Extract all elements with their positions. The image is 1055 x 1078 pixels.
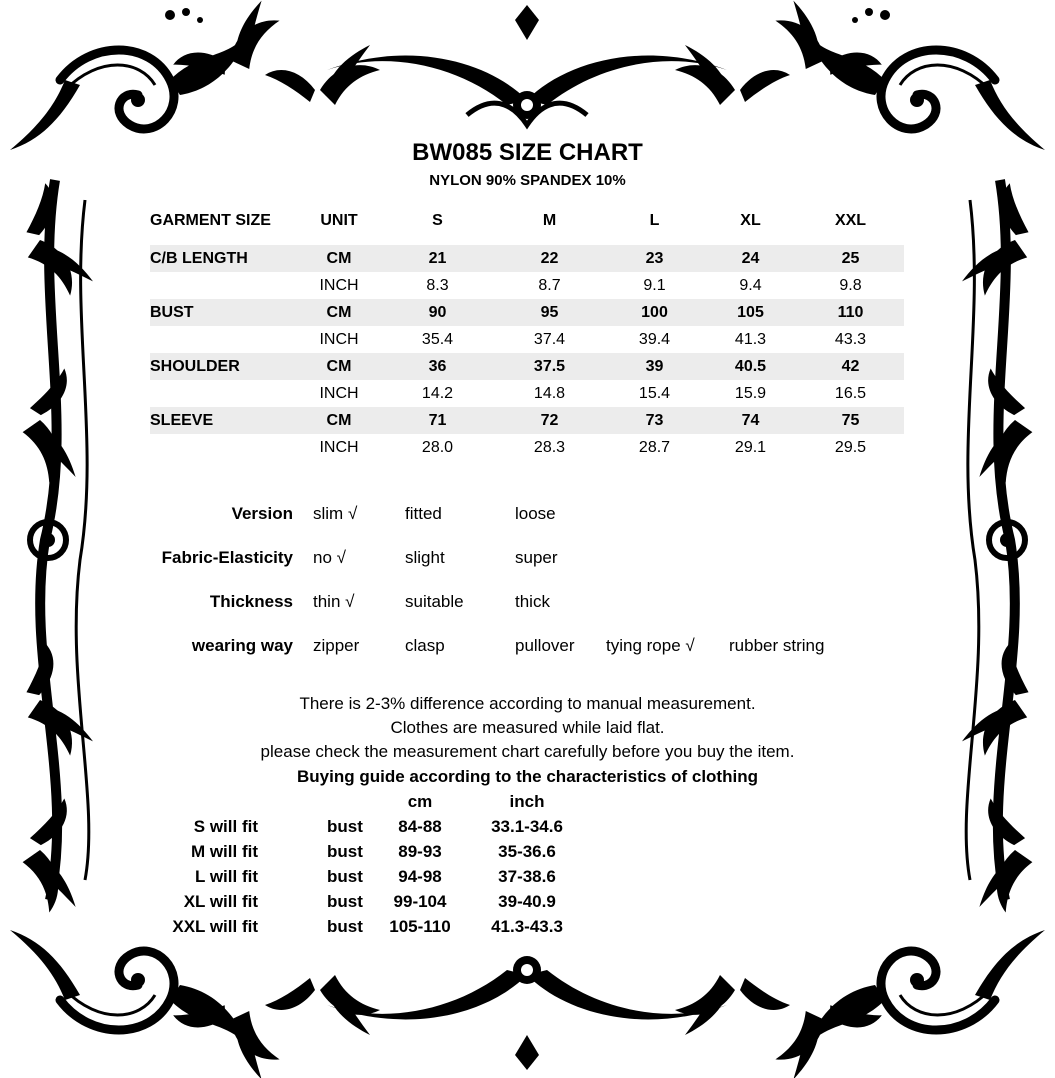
buying-guide-title: Buying guide according to the characteristics of clothing xyxy=(297,767,758,786)
unit-cell: CM xyxy=(326,250,352,267)
value-cell: 25 xyxy=(841,250,860,267)
value-cell: 105 xyxy=(737,304,764,321)
material-composition: NYLON 90% SPANDEX 10% xyxy=(429,172,626,189)
value-cell: 15.4 xyxy=(638,385,671,402)
unit-cell: INCH xyxy=(319,331,359,348)
attribute-option: thin √ xyxy=(313,592,355,611)
unit-cell: INCH xyxy=(319,385,359,402)
measurement-label: SHOULDER xyxy=(150,358,240,375)
attribute-option: fitted xyxy=(405,504,442,523)
attribute-label: wearing way xyxy=(191,636,293,655)
body-part: bust xyxy=(327,867,363,886)
body-part: bust xyxy=(327,817,363,836)
value-cell: 39 xyxy=(645,358,664,375)
measurement-label: C/B LENGTH xyxy=(150,250,248,267)
buying-guide-row xyxy=(0,842,1055,867)
body-part: bust xyxy=(327,917,363,936)
size-table xyxy=(150,207,904,461)
table-row xyxy=(150,407,904,434)
attribute-option: super xyxy=(515,548,558,567)
attribute-label: Fabric-Elasticity xyxy=(161,548,293,567)
value-cell: 40.5 xyxy=(734,358,767,375)
value-cell: 90 xyxy=(428,304,447,321)
value-cell: 14.2 xyxy=(421,385,454,402)
garment-size-header: GARMENT SIZE xyxy=(150,212,271,229)
table-row xyxy=(150,434,904,461)
measurement-label: SLEEVE xyxy=(150,412,214,429)
value-cell: 8.3 xyxy=(426,277,449,294)
size-table-header xyxy=(150,207,904,235)
table-row xyxy=(150,272,904,299)
value-cell: 28.0 xyxy=(421,439,454,456)
body-part: bust xyxy=(327,892,363,911)
value-cell: 8.7 xyxy=(538,277,561,294)
inch-range: 35-36.6 xyxy=(498,842,556,861)
attribute-row xyxy=(0,544,1055,588)
attribute-option: slight xyxy=(405,548,445,567)
fit-size: XXL will fit xyxy=(172,917,258,936)
buying-guide-header xyxy=(0,792,1055,817)
size-header: L xyxy=(649,212,660,229)
value-cell: 73 xyxy=(645,412,664,429)
attribute-label: Thickness xyxy=(209,592,293,611)
fit-size: L will fit xyxy=(195,867,258,886)
unit-cell: INCH xyxy=(319,439,359,456)
garment-attributes xyxy=(0,500,1055,676)
table-row xyxy=(150,380,904,407)
value-cell: 23 xyxy=(645,250,664,267)
buying-guide xyxy=(0,792,1055,942)
cm-range: 89-93 xyxy=(398,842,442,861)
value-cell: 37.5 xyxy=(533,358,566,375)
attribute-label: Version xyxy=(231,504,293,523)
value-cell: 95 xyxy=(540,304,559,321)
attribute-option: tying rope √ xyxy=(606,636,695,655)
fit-size: XL will fit xyxy=(183,892,258,911)
value-cell: 9.1 xyxy=(643,277,666,294)
value-cell: 29.5 xyxy=(834,439,867,456)
value-cell: 15.9 xyxy=(734,385,767,402)
value-cell: 35.4 xyxy=(421,331,454,348)
value-cell: 72 xyxy=(540,412,559,429)
value-cell: 41.3 xyxy=(734,331,767,348)
value-cell: 100 xyxy=(641,304,668,321)
unit-header: UNIT xyxy=(320,212,358,229)
value-cell: 14.8 xyxy=(533,385,566,402)
unit-cell: INCH xyxy=(319,277,359,294)
value-cell: 71 xyxy=(428,412,447,429)
value-cell: 74 xyxy=(741,412,760,429)
fit-size: M will fit xyxy=(190,842,258,861)
buying-guide-row xyxy=(0,817,1055,842)
value-cell: 9.4 xyxy=(739,277,762,294)
value-cell: 28.7 xyxy=(638,439,671,456)
size-header: XL xyxy=(740,212,761,229)
buying-guide-row xyxy=(0,867,1055,892)
unit-cell: CM xyxy=(326,358,352,375)
unit-cell: CM xyxy=(326,412,352,429)
inch-range: 33.1-34.6 xyxy=(491,817,563,836)
inch-range: 39-40.9 xyxy=(498,892,556,911)
cm-column-header: cm xyxy=(407,792,433,811)
table-row xyxy=(150,245,904,272)
attribute-option: loose xyxy=(515,504,556,523)
value-cell: 24 xyxy=(741,250,760,267)
measurement-note: please check the measurement chart carefully before you buy the item. xyxy=(260,742,795,761)
value-cell: 37.4 xyxy=(533,331,566,348)
value-cell: 43.3 xyxy=(834,331,867,348)
value-cell: 16.5 xyxy=(834,385,867,402)
value-cell: 39.4 xyxy=(638,331,671,348)
table-row xyxy=(150,326,904,353)
cm-range: 105-110 xyxy=(389,917,451,936)
value-cell: 29.1 xyxy=(734,439,767,456)
attribute-option: suitable xyxy=(405,592,464,611)
value-cell: 36 xyxy=(428,358,447,375)
value-cell: 21 xyxy=(428,250,447,267)
value-cell: 75 xyxy=(841,412,860,429)
measurement-note: There is 2-3% difference according to manual measurement. xyxy=(299,694,756,713)
size-header: M xyxy=(542,212,557,229)
attribute-option: slim √ xyxy=(313,504,358,523)
table-row xyxy=(150,299,904,326)
value-cell: 110 xyxy=(837,304,864,321)
attribute-row xyxy=(0,500,1055,544)
value-cell: 22 xyxy=(540,250,559,267)
attribute-row xyxy=(0,588,1055,632)
value-cell: 42 xyxy=(841,358,860,375)
value-cell: 9.8 xyxy=(839,277,862,294)
attribute-option: no √ xyxy=(313,548,346,567)
measurement-label: BUST xyxy=(150,304,194,321)
value-cell: 28.3 xyxy=(533,439,566,456)
attribute-option: thick xyxy=(515,592,550,611)
inch-range: 37-38.6 xyxy=(498,867,556,886)
buying-guide-row xyxy=(0,917,1055,942)
inch-column-header: inch xyxy=(509,792,545,811)
attribute-option: rubber string xyxy=(729,636,825,655)
size-header: XXL xyxy=(834,212,867,229)
attribute-option: zipper xyxy=(313,636,360,655)
cm-range: 99-104 xyxy=(393,892,447,911)
body-part: bust xyxy=(327,842,363,861)
attribute-row xyxy=(0,632,1055,676)
attribute-option: pullover xyxy=(515,636,575,655)
table-row xyxy=(150,353,904,380)
unit-cell: CM xyxy=(326,304,352,321)
chart-title: BW085 SIZE CHART xyxy=(412,139,643,166)
attribute-option: clasp xyxy=(405,636,445,655)
measurement-note: Clothes are measured while laid flat. xyxy=(390,718,665,737)
size-header: S xyxy=(432,212,443,229)
inch-range: 41.3-43.3 xyxy=(491,917,563,936)
cm-range: 84-88 xyxy=(398,817,442,836)
fit-size: S will fit xyxy=(193,817,258,836)
cm-range: 94-98 xyxy=(398,867,442,886)
buying-guide-row xyxy=(0,892,1055,917)
